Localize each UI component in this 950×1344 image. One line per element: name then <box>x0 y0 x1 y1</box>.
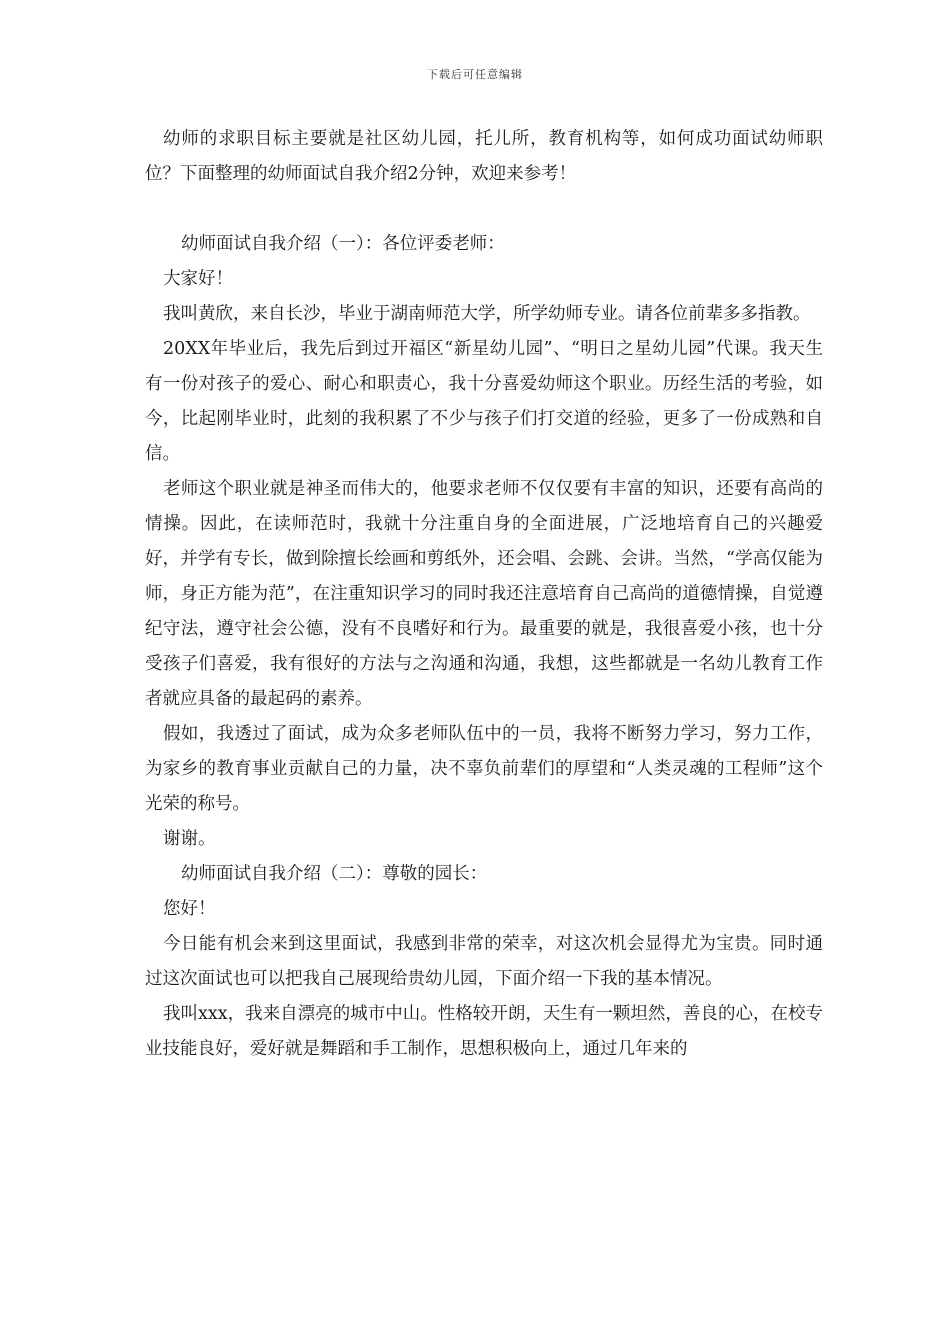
greeting-paragraph: 您好！ <box>163 899 216 919</box>
closing-paragraph: 谢谢。 <box>163 829 216 849</box>
greeting-paragraph: 大家好！ <box>163 269 233 289</box>
section-heading-2: 幼师面试自我介绍（二）：尊敬的园长： <box>181 864 488 884</box>
body-paragraph: 假如，我透过了面试，成为众多老师队伍中的一员，我将不断努力学习，努力工作，为家乡的教育事业贡献自己的力量，决不辜负前辈们的厚望和“人类灵魂的工程师”这个光荣的称号。 <box>145 724 823 814</box>
document-body <box>145 122 823 1067</box>
body-paragraph: 今日能有机会来到这里面试，我感到非常的荣幸，对这次机会显得尤为宝贵。同时通过这次面试也可以把我自己展现给贵幼儿园，下面介绍一下我的基本情况。 <box>145 934 823 989</box>
section-heading-1: 幼师面试自我介绍（一）：各位评委老师： <box>181 234 505 254</box>
body-paragraph: 我叫xxx，我来自漂亮的城市中山。性格较开朗，天生有一颗坦然，善良的心，在校专业技能良好，爱好就是舞蹈和手工制作，思想积极向上，通过几年来的 <box>145 1004 823 1059</box>
header-note: 下载后可任意编辑 <box>427 68 523 81</box>
intro-paragraph: 幼师的求职目标主要就是社区幼儿园，托儿所，教育机构等，如何成功面试幼师职位？下面整理的幼师面试自我介绍2分钟，欢迎来参考！ <box>145 129 823 184</box>
body-paragraph: 我叫黄欣，来自长沙，毕业于湖南师范大学，所学幼师专业。请各位前辈多多指教。 <box>163 304 811 324</box>
body-paragraph: 20XX年毕业后，我先后到过开福区“新星幼儿园”、“明日之星幼儿园”代课。我天生有一份对孩子的爱心、耐心和职责心，我十分喜爱幼师这个职业。历经生活的考验，如今，比起刚毕业时，此刻的我积累了不少与孩子们打交道的经验，更多了一份成熟和自信。 <box>145 339 823 464</box>
body-paragraph: 老师这个职业就是神圣而伟大的，他要求老师不仅仅要有丰富的知识，还要有高尚的情操。因此，在读师范时，我就十分注重自身的全面进展，广泛地培育自己的兴趣爱好，并学有专长，做到除擅长绘画和剪纸外，还会唱、会跳、会讲。当然，“学高仅能为师，身正方能为范”，在注重知识学习的同时我还注意培育自己高尚的道德情操，自觉遵纪守法，遵守社会公德，没有不良嗜好和行为。最重要的就是，我很喜爱小孩，也十分受孩子们喜爱，我有很好的方法与之沟通和沟通，我想，这些都就是一名幼儿教育工作者就应具备的最起码的素养。 <box>145 479 823 709</box>
